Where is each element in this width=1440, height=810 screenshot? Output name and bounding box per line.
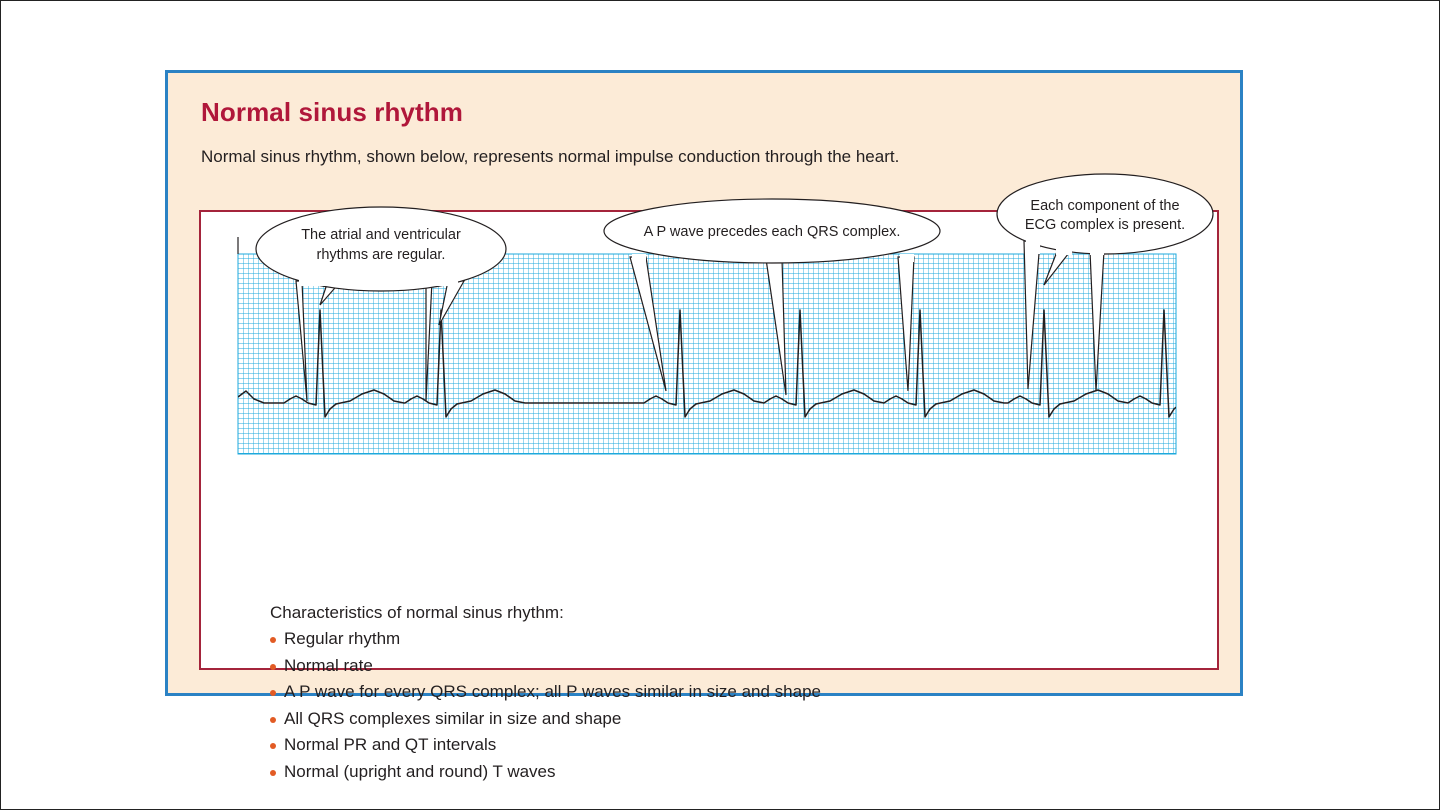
characteristics-heading: Characteristics of normal sinus rhythm: <box>270 603 564 622</box>
callout-components-line-1: Each component of the <box>1030 198 1180 214</box>
characteristic-item: Normal PR and QT intervals <box>270 735 1170 762</box>
callout-p-wave-line-1: A P wave precedes each QRS complex. <box>643 224 901 240</box>
characteristic-item: Normal (upright and round) T waves <box>270 762 1170 789</box>
characteristic-item: Normal rate <box>270 656 1170 683</box>
figure-title: Normal sinus rhythm <box>201 97 463 127</box>
callout-regular-line-2: rhythms are regular. <box>316 247 446 263</box>
characteristic-item: All QRS complexes similar in size and shape <box>270 709 1170 736</box>
callout-regular-line-1: The atrial and ventricular <box>301 227 461 243</box>
ecg-figure <box>168 73 1246 699</box>
callout-components-line-2: ECG complex is present. <box>1024 217 1186 233</box>
figure-subtitle: Normal sinus rhythm, shown below, represents normal impulse conduction through the heart. <box>201 147 900 166</box>
characteristic-item: Regular rhythm <box>270 629 1170 656</box>
characteristic-item: A P wave for every QRS complex; all P waves similar in size and shape <box>270 682 1170 709</box>
figure-panel <box>165 70 1243 781</box>
